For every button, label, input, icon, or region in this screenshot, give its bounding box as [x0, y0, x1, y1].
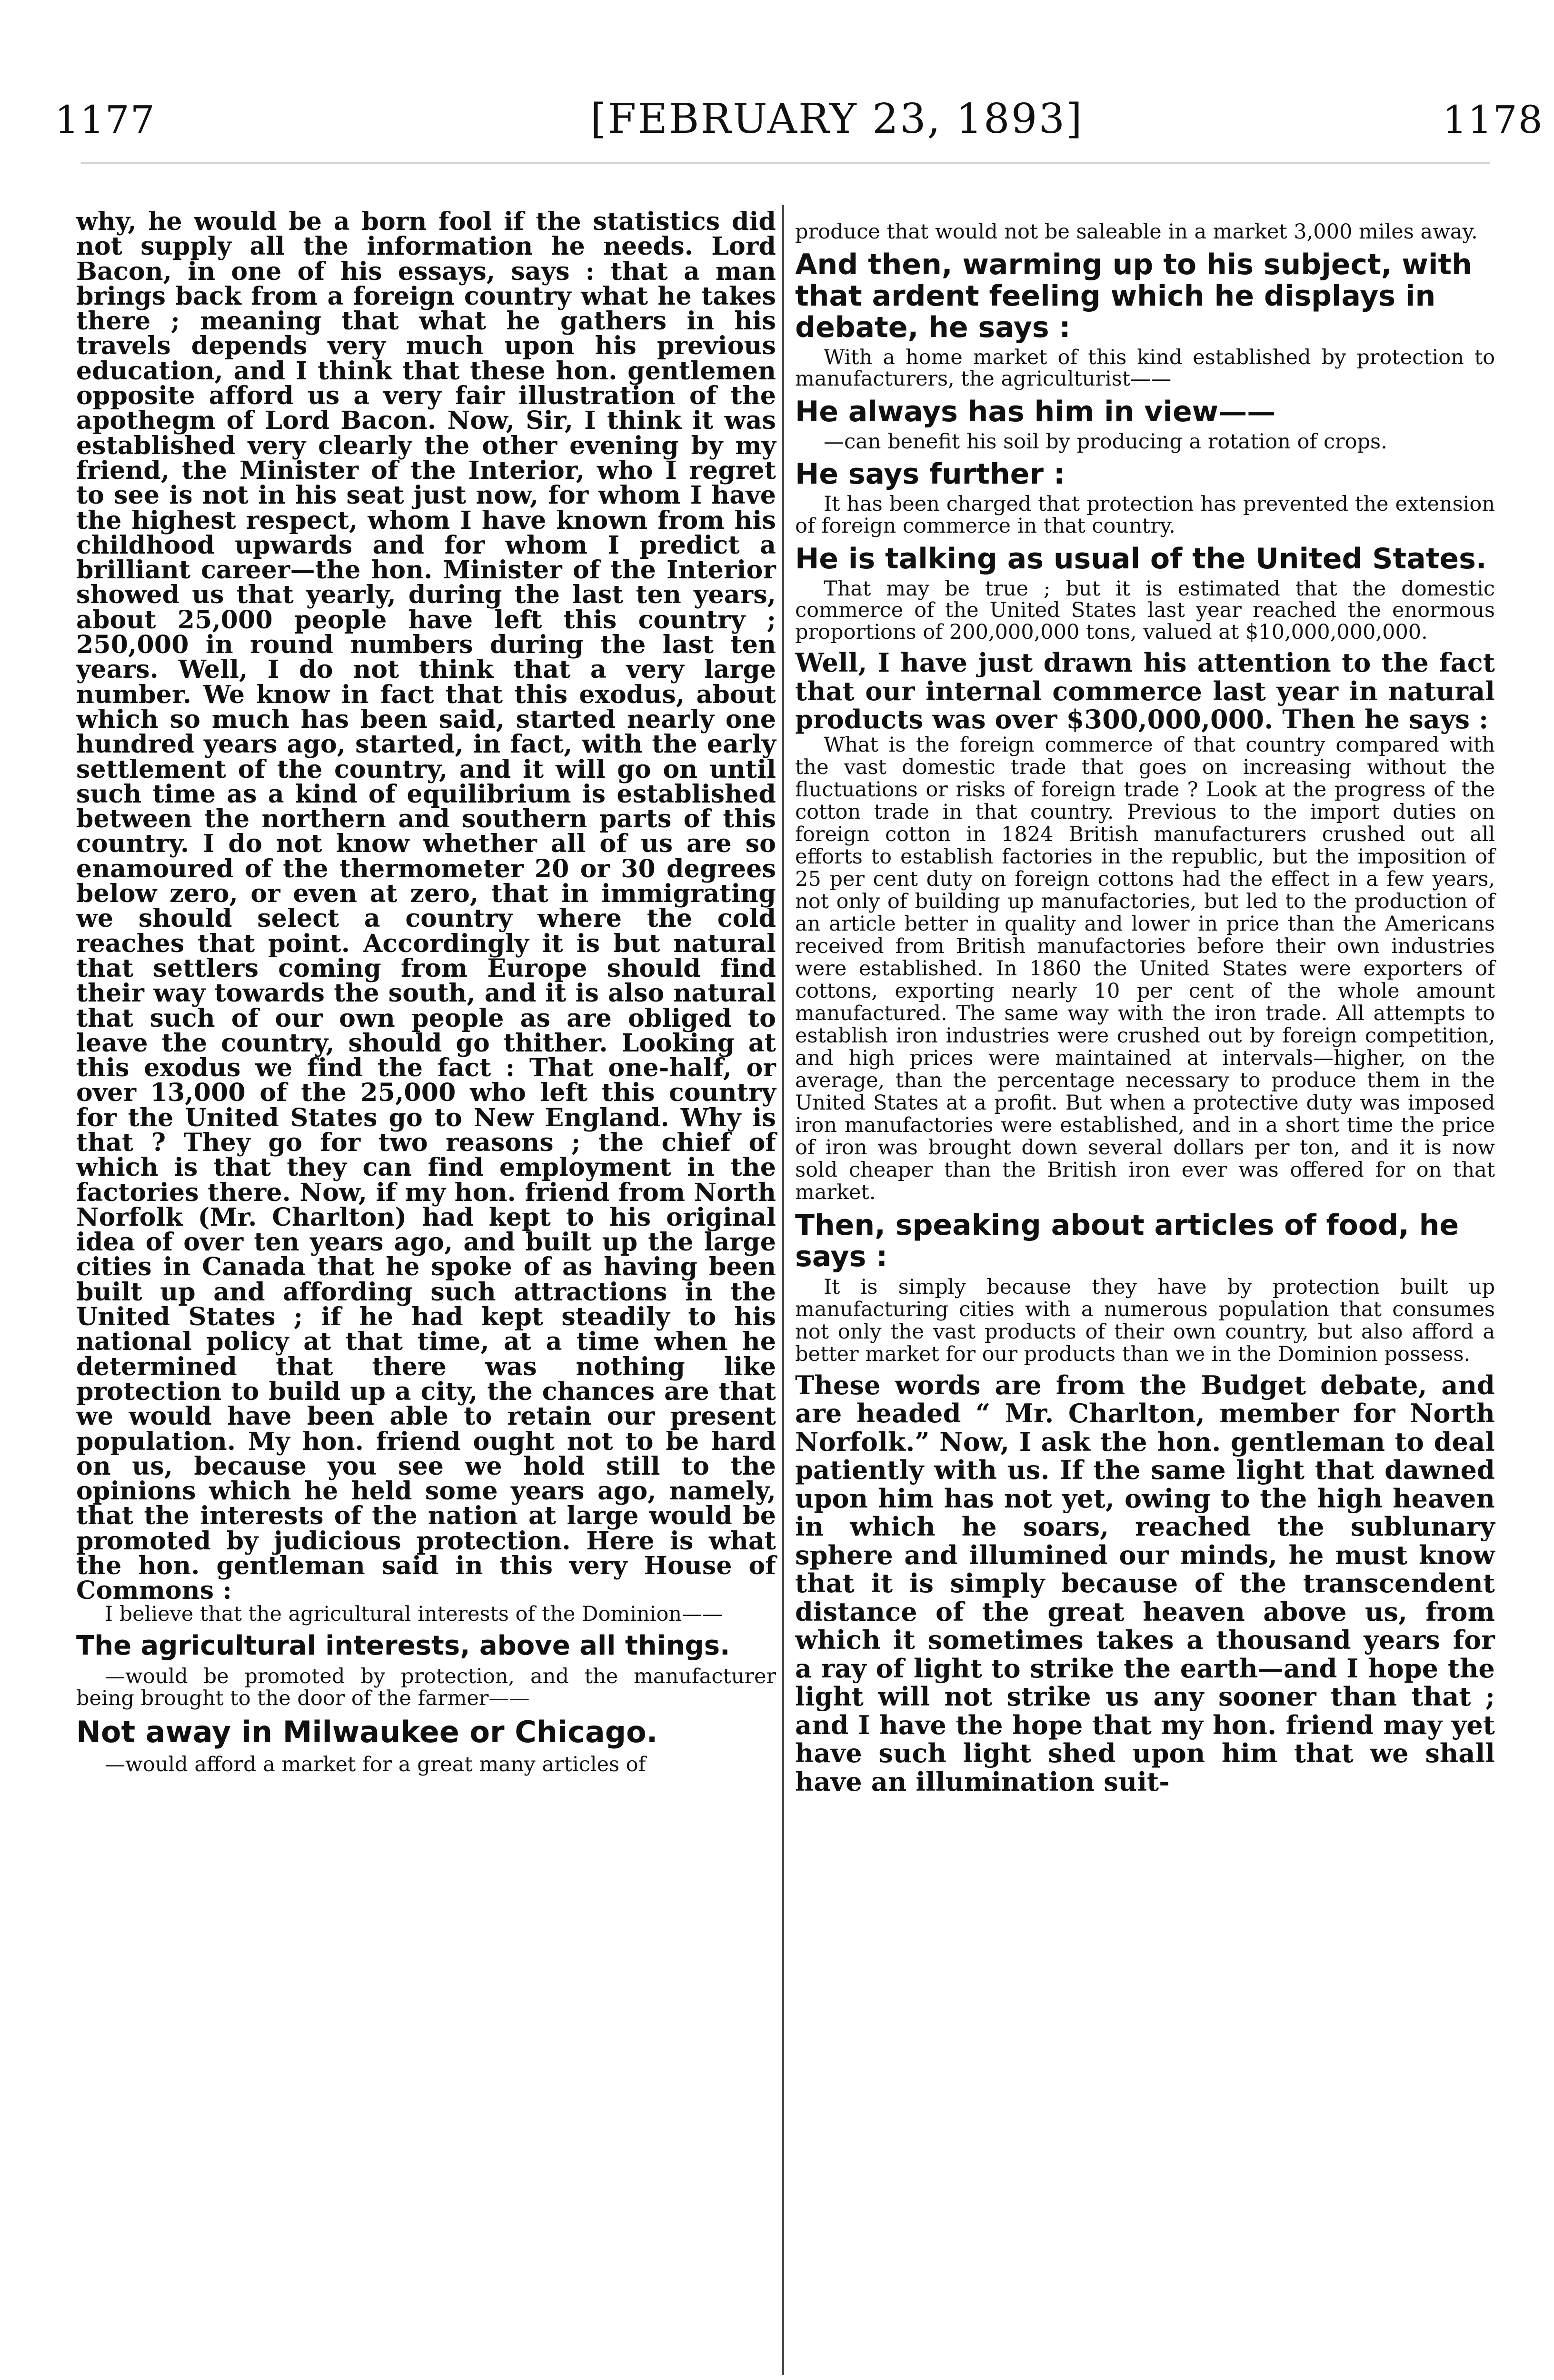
- quoted-passage: It is simply because they have by protection built up manufacturing cities with a numerous population that consumes not only the vast products of their own country, but also afford a better market for our products than we in the Dominion possess.: [795, 1275, 1495, 1366]
- interjection-heading: Not away in Milwaukee or Chicago.: [76, 1715, 658, 1750]
- interjection-heading: He always has him in view——: [795, 395, 1276, 428]
- interjection-heading: And then, warming up to his subject, with that ardent feeling which he displays in debate, he says :: [795, 248, 1472, 344]
- quoted-passage: That may be true ; but it is estimated that the domestic commerce of the United States last year reached the enormous proportions of 200,000,000 tons, valued at $10,000,000,000.: [795, 576, 1495, 644]
- interjection-heading: He is talking as usual of the United States.: [795, 542, 1487, 575]
- body-paragraph: why, he would be a born fool if the statistics did not supply all the information he needs. Lord Bacon, in one of his essays, says : that a man brings back from a foreign country what he takes there ; meaning that what he gathers in his travels depends very much upon his previous education, and I think that these hon. gentlemen opposite afford us a very fair illustration of the apothegm of Lord Bacon. Now, Sir, I think it was established very clearly the other evening by my friend, the Minister of the Interior, who I regret to see is not in his seat just now, for whom I have the highest respect, whom I have known from his childhood upwards and for whom I predict a brilliant career—the hon. Minister of the Interior showed us that yearly, during the last ten years, about 25,000 people have left this country ; 250,000 in round numbers during the last ten years. Well, I do not think that a very large number. We know in fact that this exodus, about which so much has been said, started nearly one hundred years ago, started, in fact, with the early settlement of the country, and it will go on until such time as a kind of equilibrium is established between the northern and southern parts of this country. I do not know whether all of us are so enamoured of the thermometer 20 or 30 degrees below zero, or even at zero, that in immigrating we should select a country where the cold reaches that point. Accordingly it is but natural that settlers coming from Europe should find their way towards the south, and it is also natural that such of our own people as are obliged to leave the country, should go thither. Looking at this exodus we find the fact : That one-half, or over 13,000 of the 25,000 who left this country for the United States go to New England. Why is that ? They go for two reasons ; the chief of which is that they can find employment in the factories there. Now, if my hon. friend from North Norfolk (Mr. Charlton) had kept to his original idea of over ten years ago, and built up the large cities in Canada that he spoke of as having been built up and affording such attractions in the United States ; if he had kept steadily to his national policy at that time, at a time when he determined that there was nothing like protection to build up a city, the chances are that we would have been able to retain our present population. My hon. friend ought not to be hard on us, because you see we hold still to the opinions which he held some years ago, namely, that the interests of the nation at large would be promoted by judicious protection. Here is what the hon. gentleman said in this very House of Commons :: [76, 207, 776, 1606]
- interjection-heading: The agricultural interests, above all things.: [76, 1630, 730, 1662]
- body-paragraph: Well, I have just drawn his attention to the fact that our internal commerce last year in natural products was over $300,000,000. Then he says :: [795, 647, 1495, 735]
- quoted-passage: —would afford a market for a great many articles of: [105, 1753, 646, 1777]
- page-number-right: 1178: [1443, 98, 1544, 142]
- quoted-passage: What is the foreign commerce of that country compared with the vast domestic trade that goes on increasing without the fluctuations or risks of foreign trade ? Look at the progress of the cotton trade in that country. Previous to the import duties on foreign cotton in 1824 British manufacturers crushed out all efforts to establish factories in the republic, but the imposition of 25 per cent duty on foreign cottons had the effect in a few years, not only of building up manufactories, but led to the production of an article better in quality and lower in price than the Americans received from British manufactories before their own industries were established. In 1860 the United States were exporters of cottons, exporting nearly 10 per cent of the whole amount manufactured. The same way with the iron trade. All attempts to establish iron industries were crushed out by foreign competition, and high prices were maintained at intervals—higher, on the average, than the percentage necessary to produce them in the United States at a profit. But when a protective duty was imposed iron manufactories were established, and in a short time the price of iron was brought down several dollars per ton, and it is now sold cheaper than the British iron ever was offered for on that market.: [795, 733, 1495, 1204]
- quoted-passage: produce that would not be saleable in a market 3,000 miles away.: [795, 220, 1478, 244]
- interjection-heading: He says further :: [795, 457, 1065, 491]
- body-paragraph: These words are from the Budget debate, and are headed “ Mr. Charlton, member for North Norfolk.” Now, I ask the hon. gentleman to deal patiently with us. If the same light that dawned upon him has not yet, owing to the high heaven in which he soars, reached the sublunary sphere and illumined our minds, he must know that it is simply because of the transcendent distance of the great heaven above us, from which it sometimes takes a thousand years for a ray of light to strike the earth—and I hope the light will not strike us any sooner than that ; and I have the hope that my hon. friend may yet have such light shed upon him that we shall have an illumination suit-: [795, 1369, 1495, 1797]
- right-column: [795, 221, 1495, 1796]
- column-divider: [782, 205, 784, 2375]
- quoted-passage: —would be promoted by protection, and the manufacturer being brought to the door of the farmer——: [76, 1665, 776, 1710]
- quoted-passage: —can benefit his soil by producing a rotation of crops.: [824, 429, 1387, 454]
- header-rule: [81, 162, 1490, 164]
- page-number-left: 1177: [55, 98, 156, 142]
- interjection-heading: Then, speaking about articles of food, he says :: [795, 1208, 1459, 1273]
- quoted-passage: I believe that the agricultural interests of the Dominion——: [105, 1602, 723, 1626]
- page-date: [FEBRUARY 23, 1893]: [590, 95, 1084, 143]
- quoted-passage: With a home market of this kind established by protection to manufacturers, the agriculturist——: [795, 345, 1495, 391]
- quoted-passage: It has been charged that protection has prevented the extension of foreign commerce in that country.: [795, 492, 1495, 538]
- page-header: [0, 0, 1554, 162]
- left-column: [76, 209, 776, 1782]
